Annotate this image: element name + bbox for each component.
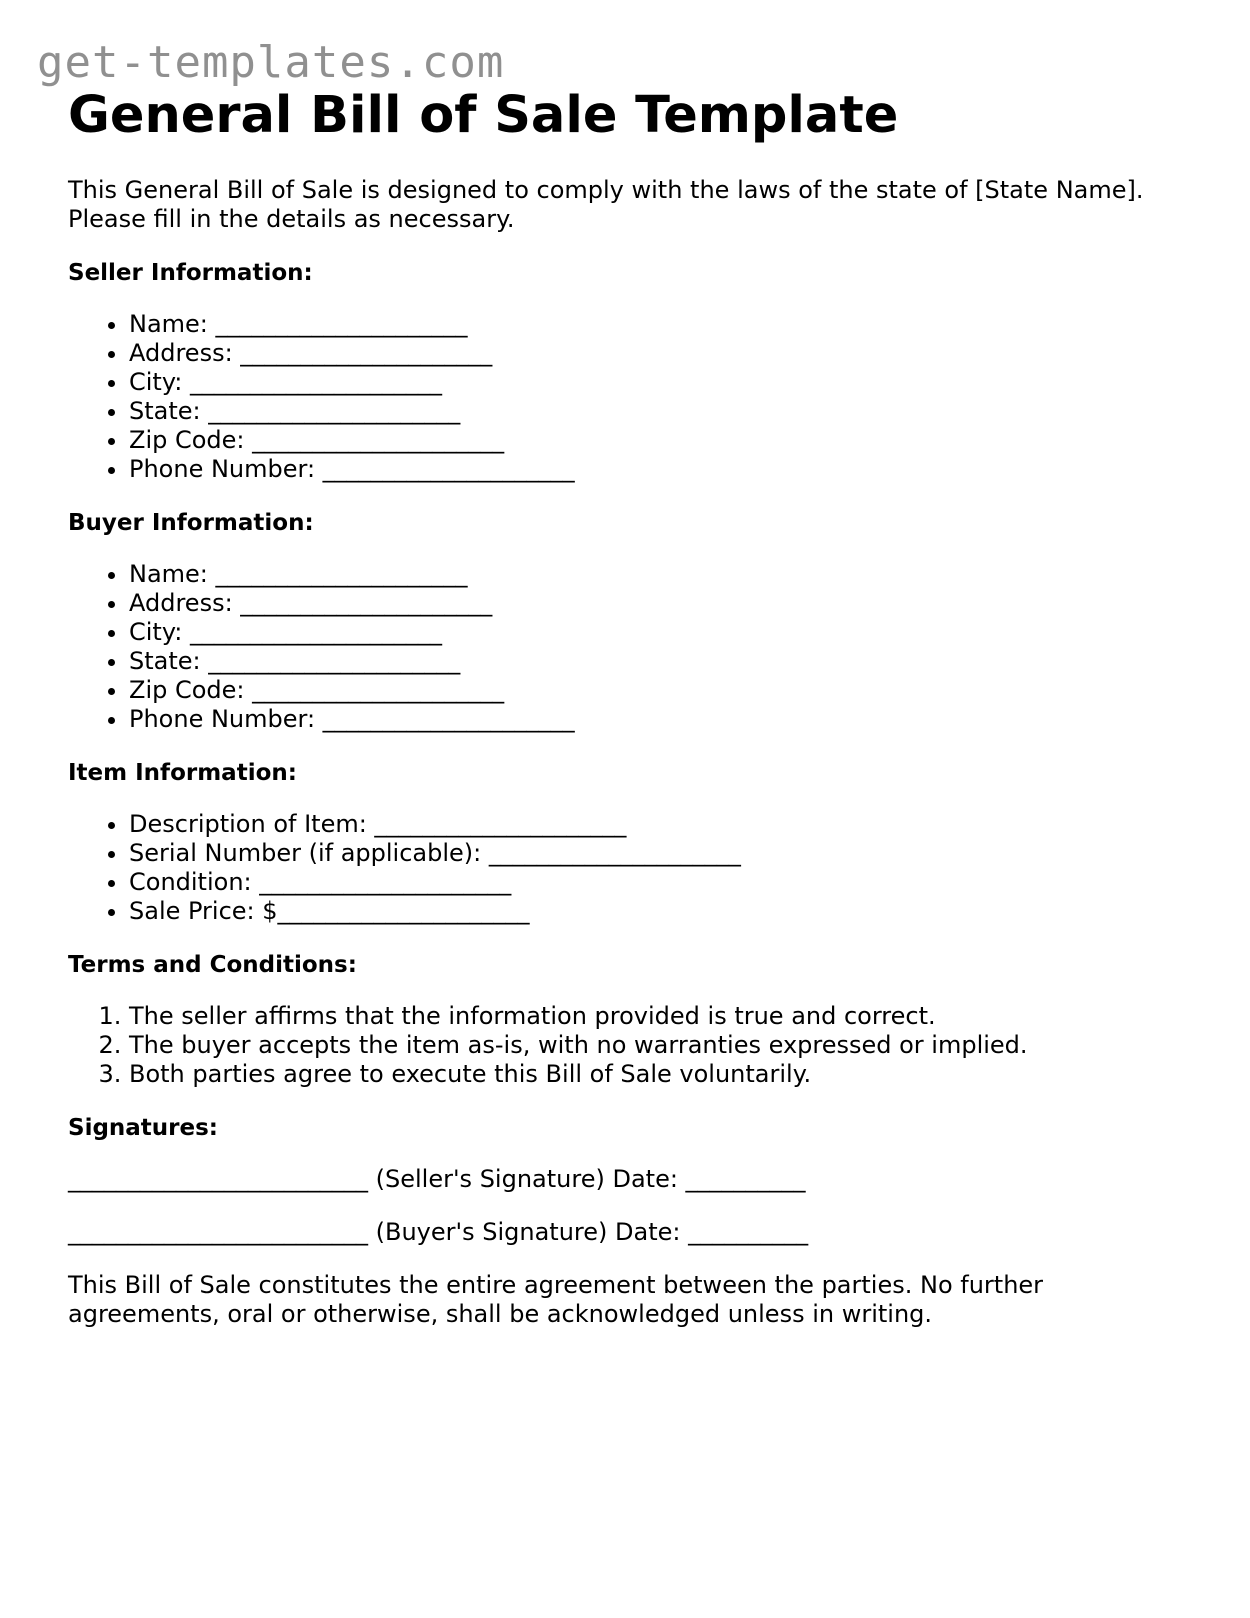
item-information-heading: Item Information: [68, 760, 297, 786]
item-serial-number-field: • Serial Number (if applicable): _____________________ [129, 839, 1188, 868]
buyer-signature-line: _________________________ (Buyer's Signature) Date: __________ [68, 1218, 809, 1246]
terms-list [68, 1002, 1188, 1089]
seller-phone-number-field: • Phone Number: _____________________ [129, 455, 1188, 484]
document [68, 84, 1188, 1329]
buyer-state-field: • State: _____________________ [129, 647, 1188, 676]
item-sale-price-field: • Sale Price: $_____________________ [129, 897, 1188, 926]
term-item: 3. Both parties agree to execute this Bill of Sale voluntarily. [129, 1060, 1188, 1089]
seller-signature-line: _________________________ (Seller's Signature) Date: __________ [68, 1165, 806, 1193]
buyer-zip-code-field: • Zip Code: _____________________ [129, 676, 1188, 705]
watermark: get-templates.com [37, 37, 505, 88]
seller-state-field: • State: _____________________ [129, 397, 1188, 426]
intro-paragraph: This General Bill of Sale is designed to comply with the laws of the state of [State Name]. Please fill in the details as necessary. [68, 176, 1144, 233]
buyer-name-field: • Name: _____________________ [129, 560, 1188, 589]
closing-paragraph: This Bill of Sale constitutes the entire agreement between the parties. No further agreements, oral or otherwise, shall be acknowledged unless in writing. [68, 1271, 1044, 1328]
seller-zip-code-field: • Zip Code: _____________________ [129, 426, 1188, 455]
buyer-city-field: • City: _____________________ [129, 618, 1188, 647]
buyer-phone-number-field: • Phone Number: _____________________ [129, 705, 1188, 734]
seller-city-field: • City: _____________________ [129, 368, 1188, 397]
term-item: 2. The buyer accepts the item as-is, with no warranties expressed or implied. [129, 1031, 1188, 1060]
item-information-list [68, 810, 1188, 926]
signatures-heading: Signatures: [68, 1115, 219, 1141]
seller-name-field: • Name: _____________________ [129, 310, 1188, 339]
buyer-information-list [68, 560, 1188, 734]
seller-information-heading: Seller Information: [68, 260, 313, 286]
item-condition-field: • Condition: _____________________ [129, 868, 1188, 897]
seller-address-field: • Address: _____________________ [129, 339, 1188, 368]
term-item: 1. The seller affirms that the information provided is true and correct. [129, 1002, 1188, 1031]
seller-information-list [68, 310, 1188, 484]
page-title: General Bill of Sale Template [68, 86, 899, 145]
buyer-information-heading: Buyer Information: [68, 510, 314, 536]
buyer-address-field: • Address: _____________________ [129, 589, 1188, 618]
item-description-field: • Description of Item: _____________________ [129, 810, 1188, 839]
terms-heading: Terms and Conditions: [68, 952, 357, 978]
